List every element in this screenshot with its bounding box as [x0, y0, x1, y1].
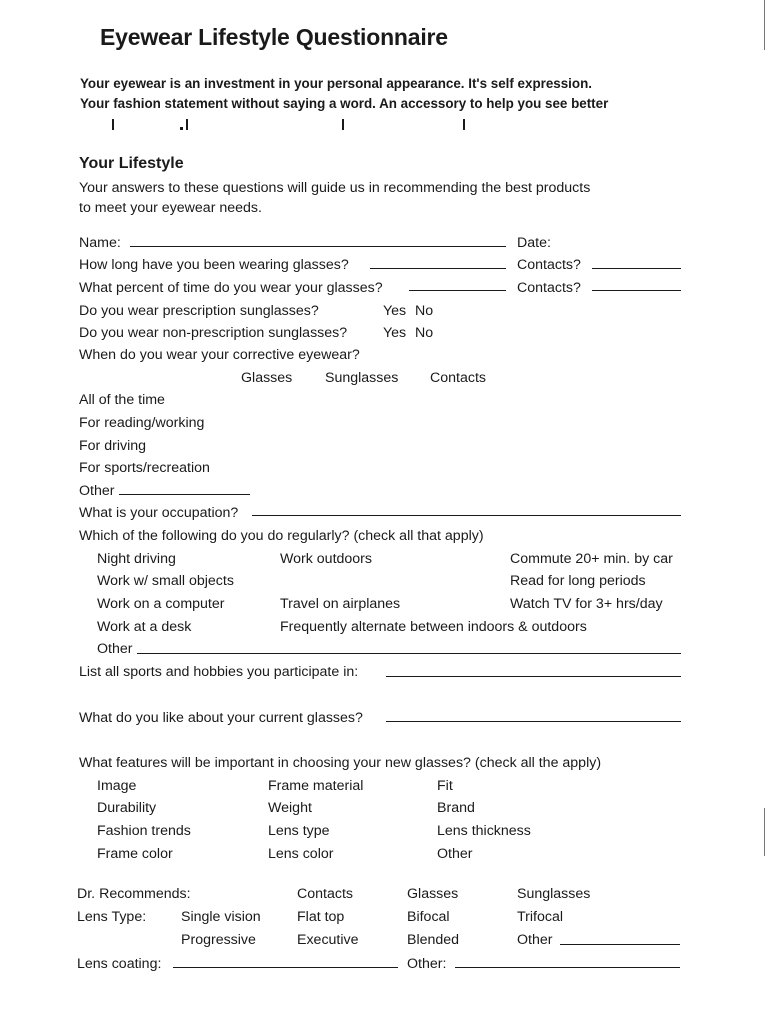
- feature-lens-type[interactable]: Lens type: [268, 823, 330, 839]
- activity-watch-tv[interactable]: Watch TV for 3+ hrs/day: [510, 596, 663, 612]
- rx-sunglasses-label: Do you wear prescription sunglasses?: [79, 303, 319, 319]
- activities-question: Which of the following do you do regularly? (check all that apply): [79, 528, 484, 544]
- column-contacts: Contacts: [430, 370, 486, 386]
- activity-work-outdoors[interactable]: Work outdoors: [280, 551, 372, 567]
- lens-single-vision[interactable]: Single vision: [181, 909, 261, 925]
- scan-mark: [342, 119, 344, 130]
- page-edge-mark: [764, 808, 765, 856]
- feature-lens-thickness[interactable]: Lens thickness: [437, 823, 531, 839]
- how-long-field[interactable]: [370, 268, 506, 269]
- activity-other-field[interactable]: [137, 653, 681, 654]
- feature-other[interactable]: Other: [437, 846, 473, 862]
- row-other: Other: [79, 483, 115, 499]
- feature-fashion-trends[interactable]: Fashion trends: [97, 823, 191, 839]
- like-field[interactable]: [386, 721, 681, 722]
- nonrx-sunglasses-no[interactable]: No: [415, 325, 434, 341]
- coating-other-field[interactable]: [455, 967, 680, 968]
- percent-time-label: What percent of time do you wear your glasses?: [79, 280, 383, 296]
- feature-image[interactable]: Image: [97, 778, 137, 794]
- percent-time-field[interactable]: [409, 290, 506, 291]
- intro-line-1: Your eyewear is an investment in your personal appearance. It's self expression.: [80, 76, 592, 91]
- contacts-duration-label: Contacts?: [517, 257, 581, 273]
- how-long-label: How long have you been wearing glasses?: [79, 257, 349, 273]
- contacts-duration-field[interactable]: [592, 268, 681, 269]
- lens-progressive[interactable]: Progressive: [181, 932, 256, 948]
- activity-small-objects[interactable]: Work w/ small objects: [97, 573, 234, 589]
- feature-brand[interactable]: Brand: [437, 800, 475, 816]
- date-label: Date:: [517, 235, 551, 251]
- rx-sunglasses-yes[interactable]: Yes: [383, 303, 407, 319]
- scan-mark: [463, 119, 465, 130]
- activity-computer[interactable]: Work on a computer: [97, 596, 225, 612]
- lens-other-label: Other: [517, 932, 553, 948]
- feature-lens-color[interactable]: Lens color: [268, 846, 334, 862]
- dr-recommends-label: Dr. Recommends:: [77, 886, 191, 902]
- section-description-2: to meet your eyewear needs.: [79, 200, 262, 216]
- contacts-percent-label: Contacts?: [517, 280, 581, 296]
- occupation-label: What is your occupation?: [79, 505, 239, 521]
- row-all-time: All of the time: [79, 392, 165, 408]
- sports-label: List all sports and hobbies you participate in:: [79, 664, 359, 680]
- lens-coating-label: Lens coating:: [77, 956, 162, 972]
- row-driving: For driving: [79, 438, 147, 454]
- lens-bifocal[interactable]: Bifocal: [407, 909, 450, 925]
- lens-other-field[interactable]: [560, 944, 680, 945]
- activity-read-long[interactable]: Read for long periods: [510, 573, 646, 589]
- rec-sunglasses[interactable]: Sunglasses: [517, 886, 591, 902]
- coating-other-label: Other:: [407, 956, 447, 972]
- name-label: Name:: [79, 235, 121, 251]
- feature-weight[interactable]: Weight: [268, 800, 312, 816]
- scan-mark: [112, 119, 114, 130]
- like-label: What do you like about your current glasses?: [79, 710, 363, 726]
- activity-desk[interactable]: Work at a desk: [97, 619, 192, 635]
- page-title: Eyewear Lifestyle Questionnaire: [100, 24, 448, 50]
- lens-trifocal[interactable]: Trifocal: [517, 909, 563, 925]
- row-sports: For sports/recreation: [79, 460, 210, 476]
- feature-frame-color[interactable]: Frame color: [97, 846, 173, 862]
- features-question: What features will be important in choosing your new glasses? (check all the apply): [79, 755, 602, 771]
- lens-blended[interactable]: Blended: [407, 932, 460, 948]
- rec-glasses[interactable]: Glasses: [407, 886, 459, 902]
- lens-flat-top[interactable]: Flat top: [297, 909, 345, 925]
- intro-line-2: Your fashion statement without saying a word. An accessory to help you see better: [80, 96, 609, 111]
- feature-durability[interactable]: Durability: [97, 800, 157, 816]
- rx-sunglasses-no[interactable]: No: [415, 303, 434, 319]
- scan-mark: [186, 119, 188, 130]
- activity-alternate[interactable]: Frequently alternate between indoors & outdoors: [280, 619, 587, 635]
- section-heading: Your Lifestyle: [79, 155, 184, 172]
- section-description-1: Your answers to these questions will guide us in recommending the best products: [79, 180, 591, 196]
- feature-fit[interactable]: Fit: [437, 778, 453, 794]
- lens-type-label: Lens Type:: [77, 909, 147, 925]
- contacts-percent-field[interactable]: [592, 290, 681, 291]
- when-wear-label: When do you wear your corrective eyewear?: [79, 347, 360, 363]
- sports-field[interactable]: [386, 676, 681, 677]
- nonrx-sunglasses-yes[interactable]: Yes: [383, 325, 407, 341]
- eyewear-other-field[interactable]: [119, 494, 250, 495]
- nonrx-sunglasses-label: Do you wear non-prescription sunglasses?: [79, 325, 348, 341]
- scan-mark: [180, 127, 183, 130]
- activity-commute[interactable]: Commute 20+ min. by car: [510, 551, 673, 567]
- row-reading: For reading/working: [79, 415, 205, 431]
- occupation-field[interactable]: [252, 515, 681, 516]
- lens-coating-field[interactable]: [173, 967, 398, 968]
- page-edge-mark: [764, 0, 765, 50]
- lens-executive[interactable]: Executive: [297, 932, 359, 948]
- column-glasses: Glasses: [241, 370, 293, 386]
- feature-frame-material[interactable]: Frame material: [268, 778, 364, 794]
- name-field[interactable]: [130, 246, 506, 247]
- activity-airplanes[interactable]: Travel on airplanes: [280, 596, 401, 612]
- activity-other-label: Other: [97, 641, 133, 657]
- column-sunglasses: Sunglasses: [325, 370, 399, 386]
- activity-night-driving[interactable]: Night driving: [97, 551, 176, 567]
- rec-contacts[interactable]: Contacts: [297, 886, 353, 902]
